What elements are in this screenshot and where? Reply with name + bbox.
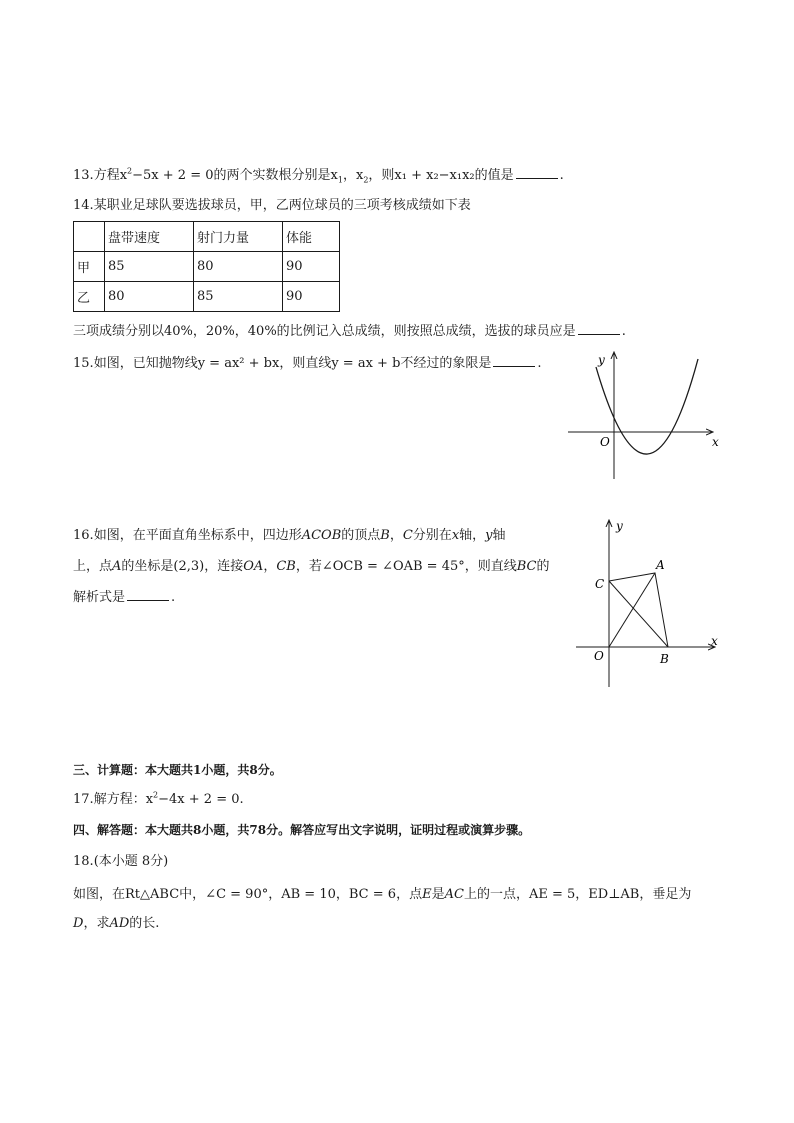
point-C-label: C [595, 577, 605, 591]
question-15: 15.如图，已知抛物线y = ax² + bx，则直线y = ax + b不经过的象限是 . [73, 356, 542, 371]
q13-equation: $x^2-5x + 2 = 0$ [119, 166, 214, 183]
table-row [74, 252, 340, 282]
q18-number: 18. [73, 854, 94, 869]
table-cell [74, 222, 105, 252]
q17-number: 17. [73, 792, 94, 807]
q13-number: 13. [73, 168, 94, 183]
q16-quadrilateral-graph [568, 515, 728, 695]
table-cell: 乙 [74, 282, 105, 312]
table-cell: 90 [283, 282, 340, 312]
table-cell: 85 [105, 252, 194, 282]
table-cell: 80 [105, 282, 194, 312]
y-axis-label: y [598, 353, 605, 367]
section-3-heading: 三、计算题：本大题共1小题，共8分。 [73, 763, 282, 777]
q16-line1: 16.如图，在平面直角坐标系中，四边形ACOB的顶点B，C分别在x轴，y轴 [73, 528, 506, 543]
x-axis-label: x [711, 634, 718, 648]
q16-number: 16. [73, 528, 94, 543]
question-14 [73, 197, 471, 215]
q16-line3: 解析式是 . [73, 590, 176, 605]
q18-score-note: (本小题 8分) [93, 854, 169, 869]
q13-root2: $x_2$ [355, 168, 369, 185]
score-table [73, 221, 340, 312]
q17-equation: $x^2-4x + 2 = 0$. [145, 790, 244, 807]
q14-intro: 某职业足球队要选拔球员，甲，乙两位球员的三项考核成绩如下表 [93, 198, 471, 213]
point-B-label: B [660, 652, 669, 666]
table-header-row [74, 222, 340, 252]
origin-label: O [600, 435, 610, 449]
q15-number: 15. [73, 356, 94, 371]
question-13: 13.方程$x^2-5x + 2 = 0$的两个实数根分别是$x_1$，$x_2$，则x₁ + x₂−x₁x₂的值是 . [73, 166, 564, 185]
q13-expression: x₁ + x₂−x₁x₂ [394, 168, 475, 183]
point-O-label: O [594, 649, 604, 663]
table-cell: 80 [194, 252, 283, 282]
point-A-label: A [656, 558, 665, 572]
q15-line: y = ax + b [331, 356, 401, 371]
section-4-heading: 四、解答题：本大题共8小题，共78分。解答应写出文字说明，证明过程或演算步骤。 [73, 823, 531, 837]
table-row [74, 282, 340, 312]
answer-blank[interactable] [493, 354, 535, 367]
table-header: 体能 [283, 222, 340, 252]
table-cell: 甲 [74, 252, 105, 282]
question-18-header [73, 853, 168, 871]
y-axis-label: y [616, 519, 623, 533]
answer-blank[interactable] [578, 322, 620, 335]
q14-after-text: 三项成绩分别以40%，20%，40%的比例记入总成绩，则按照总成绩，选拔的球员应是 . [73, 324, 626, 339]
table-header: 射门力量 [194, 222, 283, 252]
q13-prefix: 方程 [93, 168, 120, 183]
question-18-body [73, 880, 691, 938]
q13-mid: 的两个实数根分别是 [213, 168, 331, 183]
q14-number: 14. [73, 198, 94, 213]
q16-line2: 上，点A的坐标是(2,3)，连接OA，CB，若∠OCB = ∠OAB = 45°，则直线BC的 [73, 559, 550, 574]
q16-angles: ∠OCB = ∠OAB = 45° [321, 559, 465, 574]
segment-OA [609, 573, 655, 647]
question-16 [73, 520, 550, 613]
answer-blank[interactable] [127, 588, 169, 601]
q15-parabola-graph [560, 345, 730, 485]
table-cell: 85 [194, 282, 283, 312]
table-cell: 90 [283, 252, 340, 282]
x-axis-label: x [712, 435, 719, 449]
q18-line2: D，求AD的长. [73, 916, 160, 931]
segment-CB [609, 581, 668, 647]
answer-blank[interactable] [516, 166, 558, 179]
q18-line1: 如图，在Rt△ABC中，∠C = 90°，AB = 10，BC = 6，点E是AC上的一点，AE = 5，ED⊥AB，垂足为 [73, 887, 692, 902]
q13-root1: $x_1$ [330, 168, 343, 185]
quadrilateral-ACOB [609, 573, 668, 647]
table-header: 盘带速度 [105, 222, 194, 252]
question-17: 17.解方程：$x^2-4x + 2 = 0$. [73, 790, 244, 807]
parabola-curve [596, 359, 698, 454]
q15-parabola: y = ax² + bx [197, 356, 280, 371]
